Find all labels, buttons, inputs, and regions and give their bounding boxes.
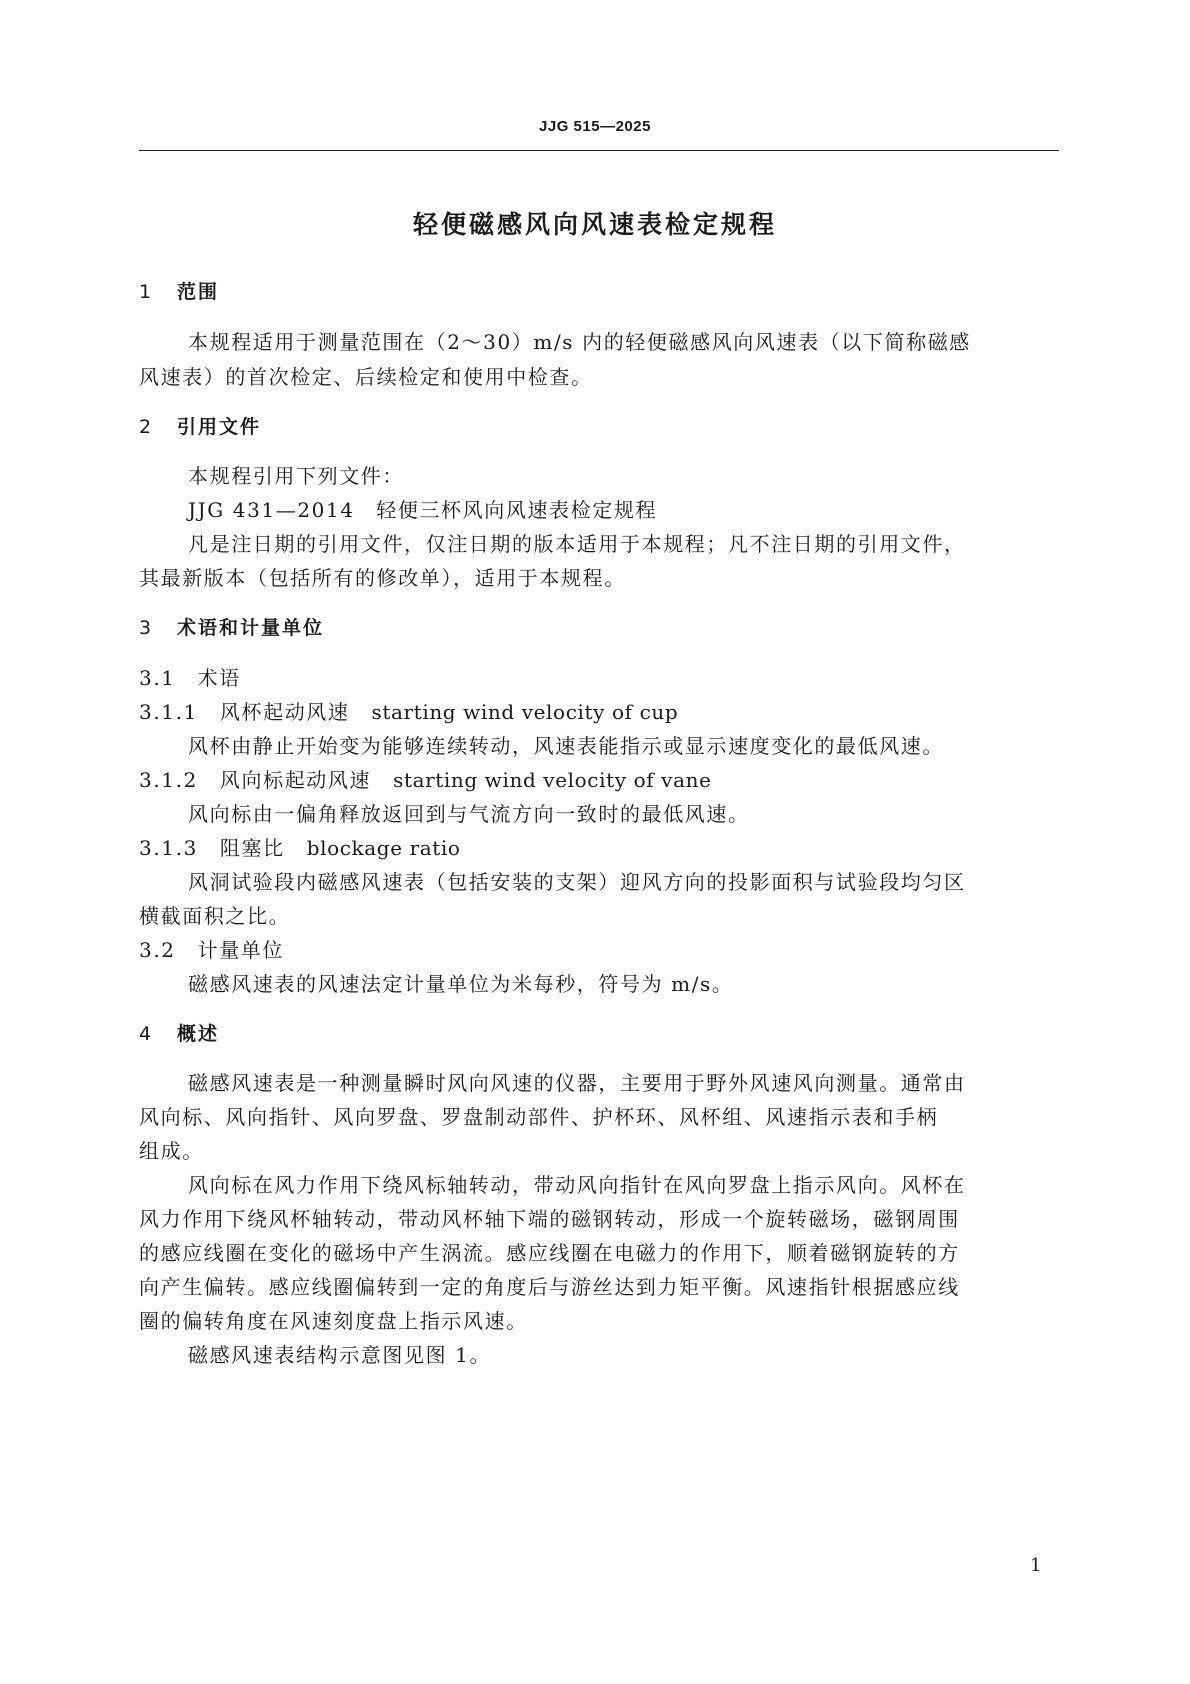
paragraph-line: 风向标在风力作用下绕风标轴转动，带动风向指针在风向罗盘上指示风向。风杯在 [188,1173,966,1197]
section-title: 概述 [177,1023,220,1045]
page-number: 1 [1030,1555,1042,1576]
paragraph-line: 磁感风速表是一种测量瞬时风向风速的仪器，主要用于野外风速风向测量。通常由 [188,1071,966,1095]
reference-line: JJG 431—2014 轻便三杯风向风速表检定规程 [188,498,658,522]
clause-term: 风杯起动风速 [219,700,350,724]
clause-number: 3.1.3 [139,836,198,860]
clause-heading-3-1-2 [139,765,712,795]
clause-term: 术语 [197,666,241,690]
section-title: 术语和计量单位 [177,617,325,639]
clause-heading-3-1-3 [139,833,461,863]
section-heading-1 [139,277,219,307]
paragraph-line: 向产生偏转。感应线圈偏转到一定的角度后与游丝达到力矩平衡。风速指针根据感应线 [139,1275,960,1299]
clause-term: 计量单位 [197,938,285,962]
clause-term-english: starting wind velocity of vane [393,768,712,792]
definition-line: 风杯由静止开始变为能够连续转动，风速表能指示或显示速度变化的最低风速。 [188,734,944,758]
clause-number: 3.1.2 [139,768,198,792]
clause-term-english: starting wind velocity of cup [371,700,679,724]
clause-term: 阻塞比 [219,836,285,860]
clause-term-english: blockage ratio [306,836,461,860]
section-heading-2 [139,412,261,442]
clause-number: 3.1.1 [139,700,198,724]
paragraph-line: 其最新版本（包括所有的修改单），适用于本规程。 [139,566,626,590]
clause-heading-3-2 [139,935,284,965]
section-title: 引用文件 [177,416,262,438]
header-rule [139,150,1059,151]
clause-number: 3.2 [139,938,176,962]
paragraph-line: 组成。 [139,1139,204,1163]
section-number: 2 [139,416,154,438]
section-number: 3 [139,617,154,639]
paragraph-line: 本规程引用下列文件： [188,464,404,488]
page-title: 轻便磁感风向风速表检定规程 [412,210,777,239]
paragraph-line: 凡是注日期的引用文件，仅注日期的版本适用于本规程；凡不注日期的引用文件， [188,532,966,556]
definition-line: 磁感风速表的风速法定计量单位为米每秒，符号为 m/s。 [188,972,734,996]
section-number: 4 [139,1023,154,1045]
clause-heading-3-1 [139,663,241,693]
clause-heading-3-1-1 [139,697,678,727]
paragraph-line: 本规程适用于测量范围在（2～30）m/s 内的轻便磁感风向风速表（以下简称磁感 [188,330,971,354]
section-heading-4 [139,1019,219,1049]
clause-number: 3.1 [139,666,176,690]
paragraph-line: 风向标、风向指针、风向罗盘、罗盘制动部件、护杯环、风杯组、风速指示表和手柄 [139,1105,939,1129]
definition-line: 风向标由一偏角释放返回到与气流方向一致时的最低风速。 [188,802,750,826]
paragraph-line: 圈的偏转角度在风速刻度盘上指示风速。 [139,1309,528,1333]
paragraph-line: 的感应线圈在变化的磁场中产生涡流。感应线圈在电磁力的作用下，顺着磁钢旋转的方 [139,1241,960,1265]
paragraph-line: 风速表）的首次检定、后续检定和使用中检查。 [139,365,593,389]
section-heading-3 [139,613,324,643]
paragraph-line: 磁感风速表结构示意图见图 1。 [188,1343,492,1367]
section-number: 1 [139,281,154,303]
definition-line: 风洞试验段内磁感风速表（包括安装的支架）迎风方向的投影面积与试验段均匀区 [188,870,966,894]
clause-term: 风向标起动风速 [219,768,372,792]
definition-line: 横截面积之比。 [139,904,291,928]
section-title: 范围 [177,281,220,303]
paragraph-line: 风力作用下绕风杯轴转动，带动风杯轴下端的磁钢转动，形成一个旋转磁场，磁钢周围 [139,1207,960,1231]
header-standard-code: JJG 515—2025 [539,118,651,135]
